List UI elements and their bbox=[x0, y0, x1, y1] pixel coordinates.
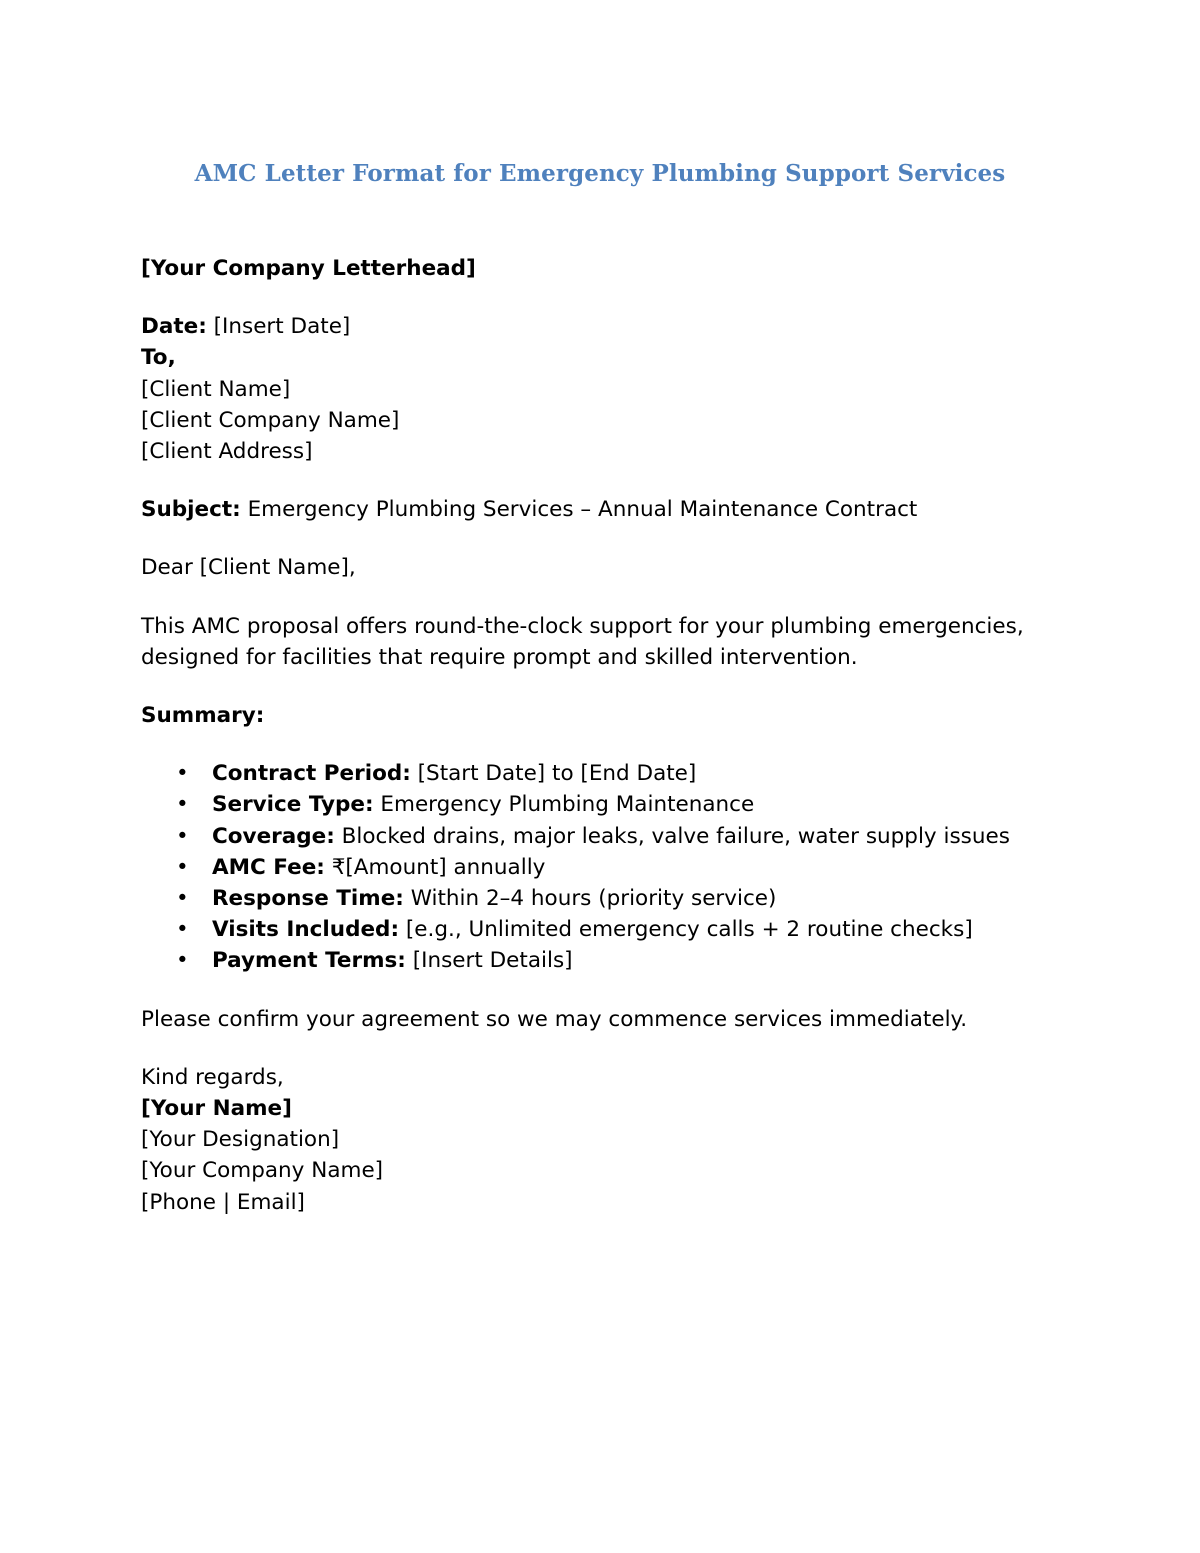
bullet-icon: • bbox=[176, 886, 189, 912]
letter-body bbox=[141, 253, 1061, 1218]
summary-item-value: [e.g., Unlimited emergency calls + 2 routine checks] bbox=[399, 917, 973, 943]
summary-item-service-type bbox=[141, 789, 1061, 820]
bullet-icon: • bbox=[176, 792, 189, 818]
summary-item-label: Service Type: bbox=[212, 792, 374, 818]
subject-value: Emergency Plumbing Services – Annual Maintenance Contract bbox=[240, 497, 918, 523]
bullet-icon: • bbox=[176, 761, 189, 787]
salutation: Dear [Client Name], bbox=[141, 555, 356, 581]
summary-item-label: Response Time: bbox=[212, 886, 404, 912]
document-title: AMC Letter Format for Emergency Plumbing Support Services bbox=[194, 160, 1006, 187]
summary-list bbox=[141, 758, 1061, 976]
date-line bbox=[141, 311, 1061, 342]
client-name: [Client Name] bbox=[141, 376, 291, 402]
client-address: [Client Address] bbox=[141, 439, 313, 465]
summary-item-label: Contract Period: bbox=[212, 761, 411, 787]
sign-off: Kind regards, bbox=[141, 1064, 284, 1090]
date-label: Date: bbox=[141, 314, 207, 340]
client-company-name: [Client Company Name] bbox=[141, 407, 400, 433]
summary-item-value: ₹[Amount] annually bbox=[324, 854, 546, 880]
summary-item-value: [Insert Details] bbox=[405, 948, 573, 974]
summary-item-label: Payment Terms: bbox=[212, 948, 406, 974]
closing-request: Please confirm your agreement so we may commence services immediately. bbox=[141, 1006, 968, 1032]
summary-item-response-time bbox=[141, 883, 1061, 914]
intro-line-1: This AMC proposal offers round-the-clock support for your plumbing emergencies, bbox=[141, 613, 1024, 639]
to-label: To, bbox=[141, 345, 176, 371]
summary-item-label: Coverage: bbox=[212, 823, 335, 849]
date-value: [Insert Date] bbox=[206, 314, 351, 340]
summary-item-payment-terms bbox=[141, 945, 1061, 976]
intro-line-2: designed for facilities that require prompt and skilled intervention. bbox=[141, 644, 858, 670]
summary-item-visits-included bbox=[141, 914, 1061, 945]
summary-item-value: Within 2–4 hours (priority service) bbox=[403, 886, 777, 912]
summary-item-label: Visits Included: bbox=[212, 917, 400, 943]
subject-line bbox=[141, 494, 1061, 525]
bullet-icon: • bbox=[176, 854, 189, 880]
subject-label: Subject: bbox=[141, 497, 241, 523]
letterhead-placeholder: [Your Company Letterhead] bbox=[141, 256, 476, 281]
summary-item-value: [Start Date] to [End Date] bbox=[410, 761, 697, 787]
summary-item-amc-fee bbox=[141, 852, 1061, 883]
bullet-icon: • bbox=[176, 823, 189, 849]
signer-company: [Your Company Name] bbox=[141, 1158, 384, 1184]
signer-designation: [Your Designation] bbox=[141, 1127, 340, 1153]
summary-item-value: Emergency Plumbing Maintenance bbox=[373, 792, 755, 818]
bullet-icon: • bbox=[176, 948, 189, 974]
summary-item-value: Blocked drains, major leaks, valve failure, water supply issues bbox=[334, 823, 1010, 849]
summary-item-coverage bbox=[141, 821, 1061, 852]
summary-item-contract-period bbox=[141, 758, 1061, 789]
summary-heading: Summary: bbox=[141, 703, 265, 729]
signer-name: [Your Name] bbox=[141, 1096, 292, 1122]
bullet-icon: • bbox=[176, 917, 189, 943]
summary-item-label: AMC Fee: bbox=[212, 854, 325, 880]
signer-contact: [Phone | Email] bbox=[141, 1189, 305, 1215]
